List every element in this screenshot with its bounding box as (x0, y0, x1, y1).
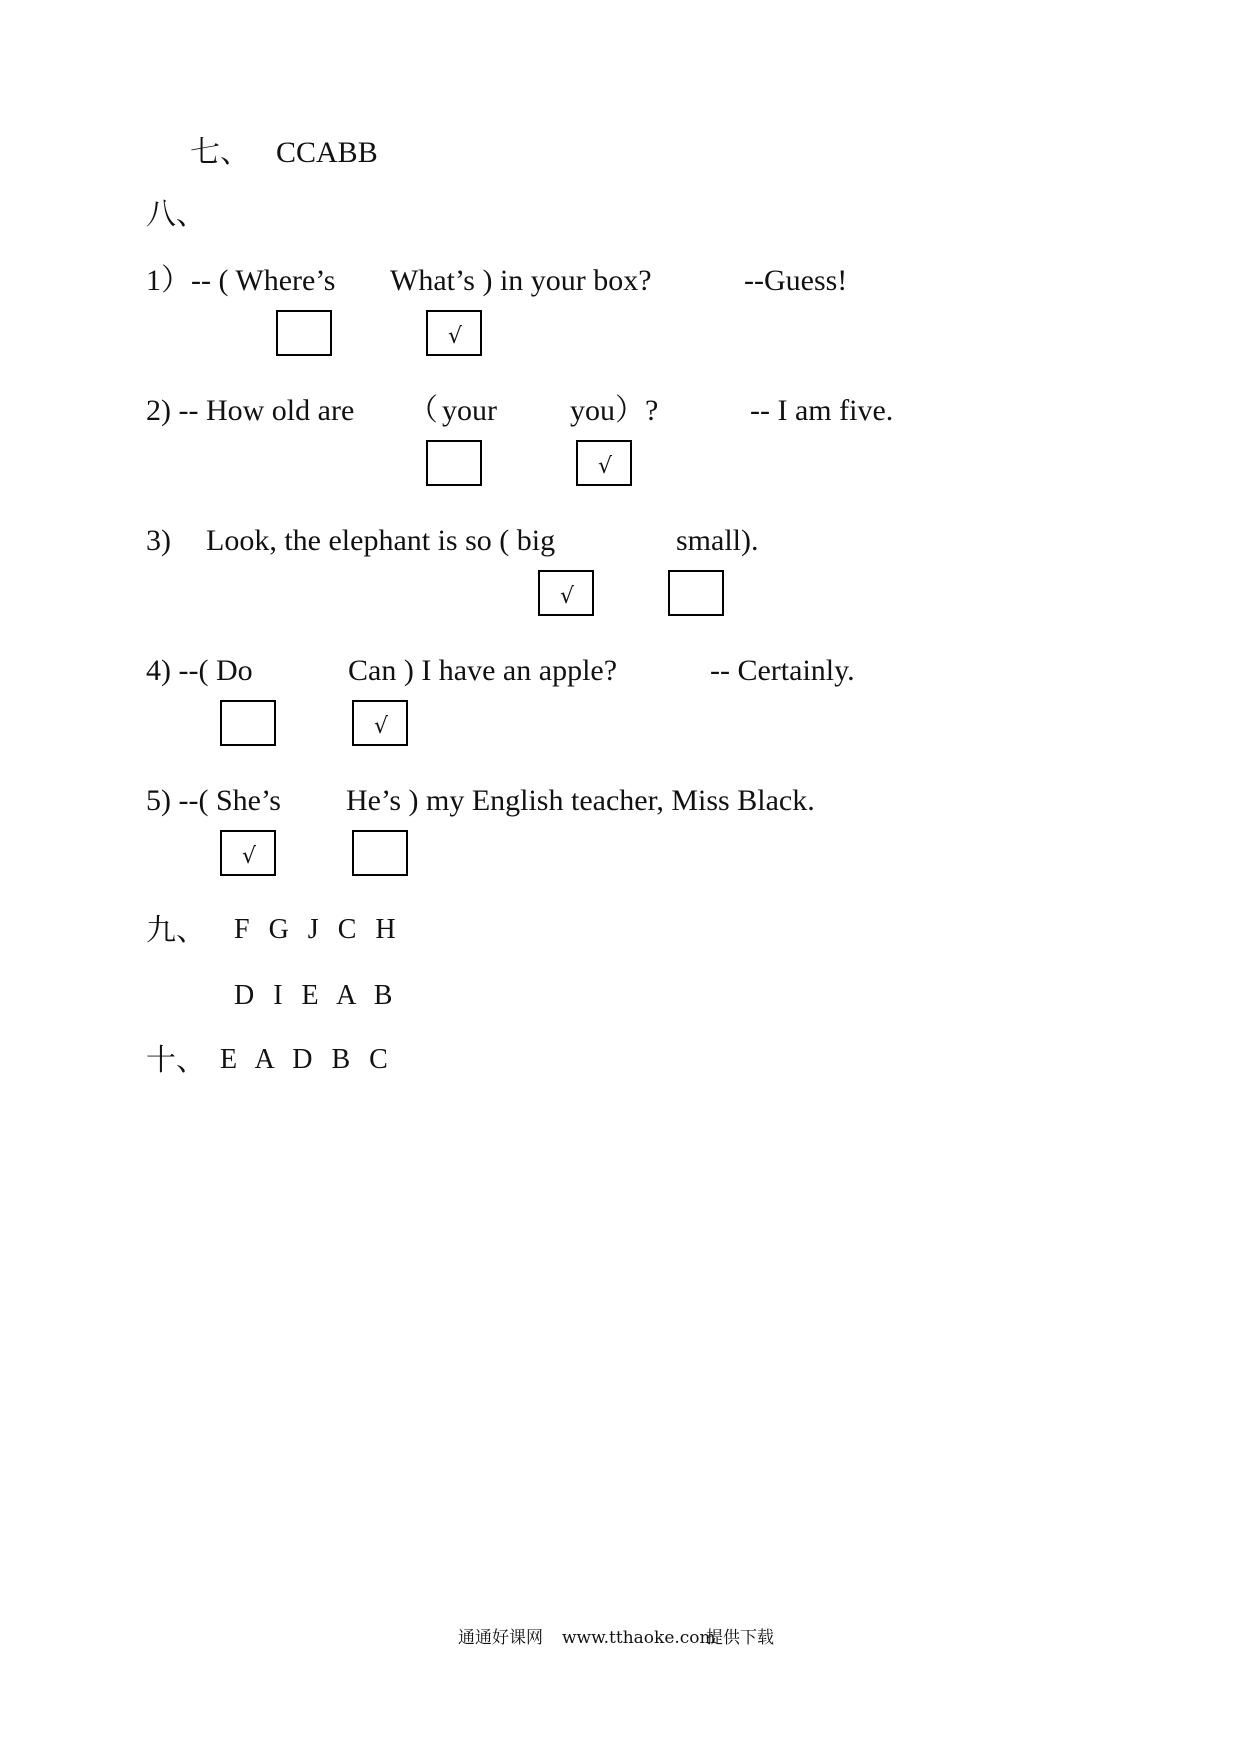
q3-part-a: Look, the elephant is so ( big (206, 524, 556, 557)
q5-checkbox-1[interactable] (220, 830, 276, 876)
q3-number: 3) (146, 524, 171, 557)
q2-checkbox-1[interactable] (426, 440, 482, 486)
q4-part-a: 4) --( Do (146, 654, 253, 687)
footer-tail: 提供下载 (706, 1628, 774, 1648)
q1-part-b: What’s ) in your box? (390, 264, 652, 297)
q2-checkbox-2[interactable] (576, 440, 632, 486)
q4-part-b: Can ) I have an apple? (348, 654, 618, 687)
section-7-number: 七、 (190, 136, 250, 169)
q2-option-1: your (442, 394, 497, 427)
q1-checkbox-2-mark: √ (448, 324, 463, 349)
q1-reply: --Guess! (744, 264, 848, 297)
q4-checkbox-2-mark: √ (374, 714, 389, 739)
q4-reply: -- Certainly. (710, 654, 855, 687)
q1-checkbox-1[interactable] (276, 310, 332, 356)
q2-option-2: you）? (570, 394, 659, 427)
q3-checkbox-1[interactable] (538, 570, 594, 616)
q3-part-b: small). (676, 524, 759, 557)
section-7-answer: CCABB (276, 136, 378, 169)
q5-part-a: 5) --( She’s (146, 784, 281, 817)
q2-checkbox-2-mark: √ (598, 454, 613, 479)
q3-checkbox-2[interactable] (668, 570, 724, 616)
q1-checkbox-2[interactable] (426, 310, 482, 356)
section-10-number: 十、 (146, 1044, 206, 1077)
section-10-answer: E A D B C (220, 1044, 394, 1075)
q2-part-a: 2) -- How old are (146, 394, 355, 427)
q4-checkbox-2[interactable] (352, 700, 408, 746)
q1-part-a: 1）-- ( Where’s (146, 264, 336, 297)
q2-reply: -- I am five. (750, 394, 894, 427)
section-9-number: 九、 (146, 914, 206, 947)
q5-checkbox-1-mark: √ (242, 844, 257, 869)
section-9-answer-line-1: F G J C H (234, 914, 402, 945)
q5-part-b: He’s ) my English teacher, Miss Black. (346, 784, 815, 817)
q2-open-paren: （ (408, 394, 438, 427)
section-8-number: 八、 (146, 198, 206, 231)
q5-checkbox-2[interactable] (352, 830, 408, 876)
q4-checkbox-1[interactable] (220, 700, 276, 746)
q3-checkbox-1-mark: √ (560, 584, 575, 609)
footer-site-name: 通通好课网 (458, 1628, 543, 1648)
section-9-answer-line-2: D I E A B (234, 980, 399, 1011)
footer-url[interactable]: www.tthaoke.com (562, 1628, 716, 1648)
